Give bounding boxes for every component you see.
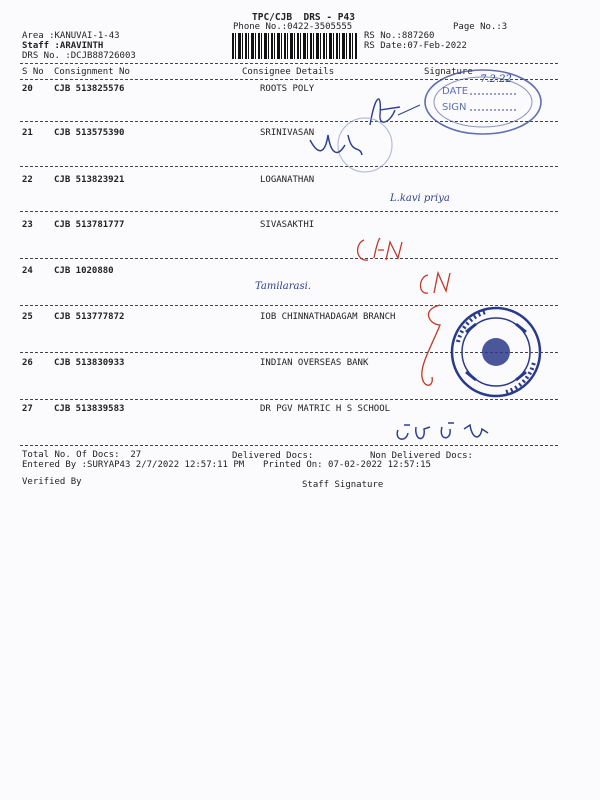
row-consignment: CJB 1020880 (54, 266, 114, 276)
drs-number: DRS No. :DCJB88726003 (22, 51, 136, 61)
barcode (232, 33, 357, 59)
page-number: Page No.:3 (453, 22, 508, 32)
verified-by: Verified By (22, 477, 82, 487)
stamp-date-written: 7.2.22 (480, 74, 512, 85)
row-consignment: CJB 513777872 (54, 312, 125, 322)
row-sno: 23 (22, 220, 33, 230)
phone-number: Phone No.:0422-3505555 (233, 22, 353, 32)
row-divider (20, 211, 558, 212)
row-sno: 26 (22, 358, 33, 368)
row-sno: 24 (22, 266, 33, 276)
col-consignment: Consignment No (54, 67, 130, 77)
row-consignment: CJB 513575390 (54, 128, 125, 138)
row-consignment: CJB 513825576 (54, 84, 125, 94)
row-consignee: SRINIVASAN (260, 128, 315, 138)
row-sno: 27 (22, 404, 33, 414)
entered-by: Entered By :SURYAP43 2/7/2022 12:57:11 PM (22, 460, 245, 470)
round-stamp-faint (300, 115, 410, 175)
row-sno: 21 (22, 128, 33, 138)
row-divider (20, 258, 558, 259)
date-sign-stamp (418, 62, 548, 142)
staff-label: Staff :ARAVINTH (22, 41, 104, 51)
area-label: Area :KANUVAI-1-43 (22, 31, 120, 41)
rs-date: RS Date:07-Feb-2022 (364, 41, 467, 51)
row-consignee: INDIAN OVERSEAS BANK (260, 358, 369, 368)
signature-text: Tamilarasi. (255, 281, 311, 292)
delivered-docs: Delivered Docs: (232, 451, 314, 461)
row-sno: 25 (22, 312, 33, 322)
row-consignment: CJB 513823921 (54, 175, 125, 185)
stamp-date-label: DATE (442, 86, 469, 97)
row-consignee: LOGANATHAN (260, 175, 315, 185)
col-sno: S No (22, 67, 44, 77)
blue-signature (390, 415, 510, 450)
row-consignment: CJB 513839583 (54, 404, 125, 414)
document-title: TPC/CJB DRS - P43 (252, 12, 355, 23)
stamp-sign-label: SIGN (442, 102, 467, 113)
row-consignee: IOB CHINNATHADAGAM BRANCH (260, 312, 396, 322)
row-consignment: CJB 513781777 (54, 220, 125, 230)
row-consignee: DR PGV MATRIC H S SCHOOL (260, 404, 391, 414)
row-consignment: CJB 513830933 (54, 358, 125, 368)
col-signature: Signature (424, 67, 473, 77)
non-delivered-docs: Non Delivered Docs: (370, 451, 473, 461)
bank-seal-stamp (446, 302, 546, 402)
row-sno: 20 (22, 84, 33, 94)
row-sno: 22 (22, 175, 33, 185)
row-consignee: ROOTS POLY (260, 84, 315, 94)
printed-on: Printed On: 07-02-2022 12:57:15 (263, 460, 431, 470)
total-docs: Total No. Of Docs: 27 (22, 450, 142, 460)
col-consignee: Consignee Details (242, 67, 335, 77)
staff-signature-label: Staff Signature (302, 480, 384, 490)
red-signature (350, 230, 410, 270)
rs-number: RS No.:887260 (364, 31, 435, 41)
signature-text: L.kavi priya (390, 193, 450, 204)
row-divider (20, 166, 558, 167)
row-consignee: SIVASAKTHI (260, 220, 315, 230)
